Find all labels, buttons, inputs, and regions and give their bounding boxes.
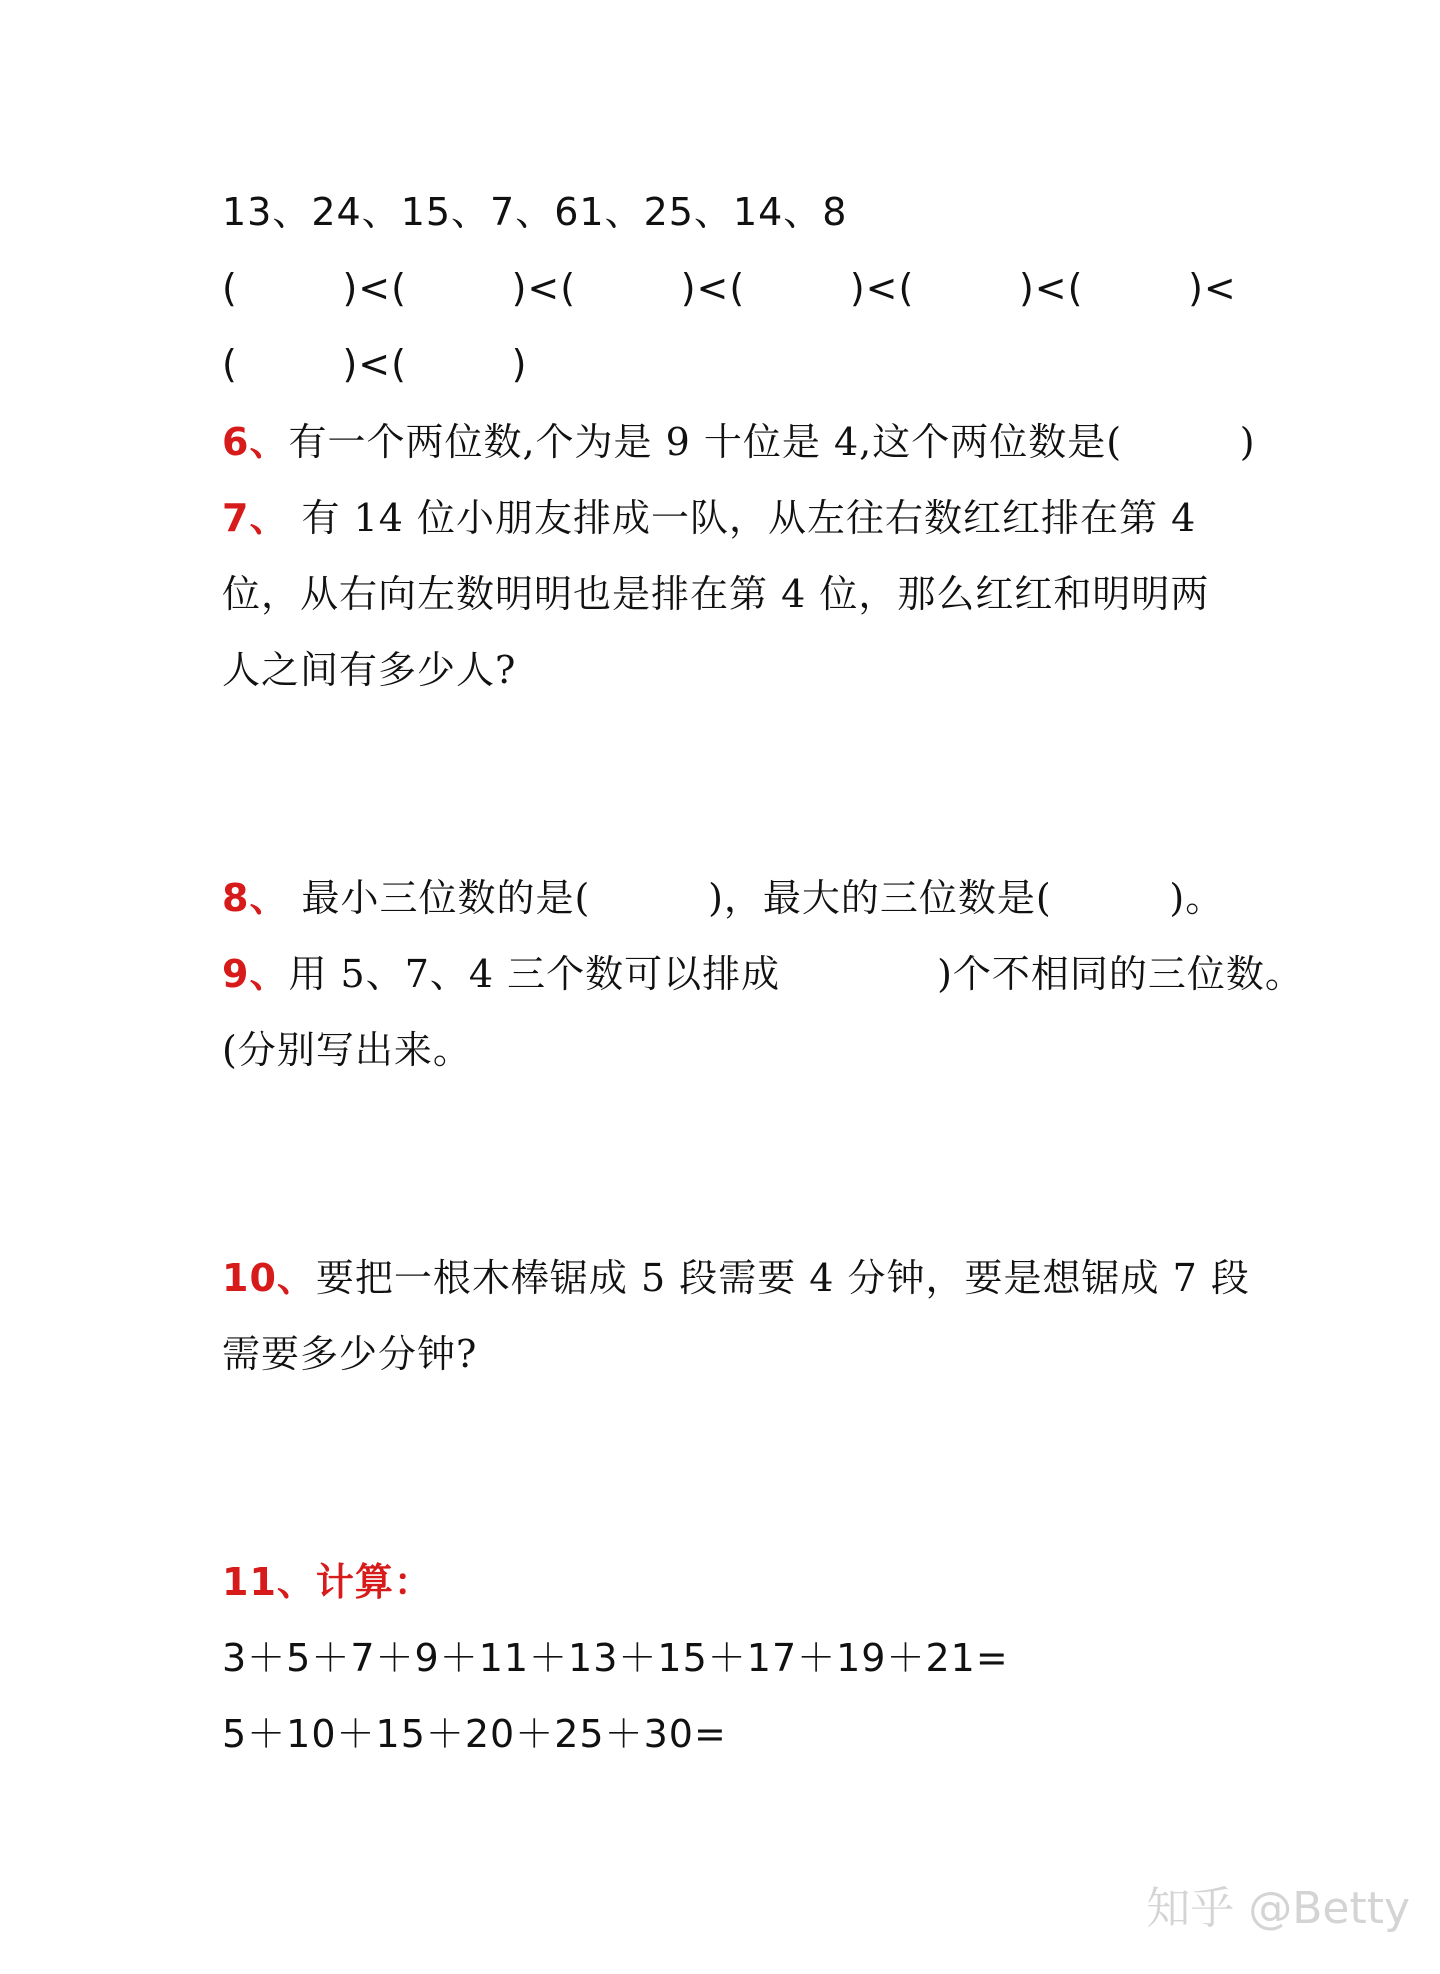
question-6 <box>222 418 1256 466</box>
q5-number-list: 13、24、15、7、61、25、14、8 <box>222 190 848 234</box>
q6-text: 有一个两位数,个为是 9 十位是 4,这个两位数是( ) <box>288 420 1256 464</box>
question-7-line-3: 人之间有多少人? <box>222 648 517 692</box>
q9-number: 9、 <box>222 952 289 996</box>
question-11-title: 11、计算： <box>222 1560 433 1604</box>
q11-expression-1: 3＋5＋7＋9＋11＋13＋15＋17＋19＋21= <box>222 1636 1009 1680</box>
zhihu-watermark: 知乎 @Betty <box>1146 1883 1410 1934</box>
question-7-line-1 <box>222 494 1196 542</box>
question-9-line-2: (分别写出来。 <box>222 1028 472 1072</box>
q7-text-1: 有 14 位小朋友排成一队，从左往右数红红排在第 4 <box>288 496 1197 540</box>
q8-number: 8、 <box>222 876 289 920</box>
question-10-line-2: 需要多少分钟? <box>222 1332 478 1376</box>
question-8 <box>222 874 1224 922</box>
q10-text-1: 要把一根木棒锯成 5 段需要 4 分钟，要是想锯成 7 段 <box>315 1256 1250 1300</box>
q6-number: 6、 <box>222 420 289 464</box>
question-7-line-2: 位，从右向左数明明也是排在第 4 位，那么红红和明明两 <box>222 572 1210 616</box>
question-9-line-1 <box>222 950 1304 998</box>
q11-expression-2: 5＋10＋15＋20＋25＋30= <box>222 1712 727 1756</box>
q8-text: 最小三位数的是( )，最大的三位数是( )。 <box>288 876 1225 920</box>
q9-text-1: 用 5、7、4 三个数可以排成 )个不相同的三位数。 <box>288 952 1304 996</box>
q5-blanks-line-1: ( )<( )<( )<( )<( )<( )< <box>222 266 1237 310</box>
q5-blanks-line-2: ( )<( ) <box>222 342 528 386</box>
q10-number: 10、 <box>222 1256 316 1300</box>
q7-number: 7、 <box>222 496 289 540</box>
question-10-line-1 <box>222 1254 1250 1302</box>
